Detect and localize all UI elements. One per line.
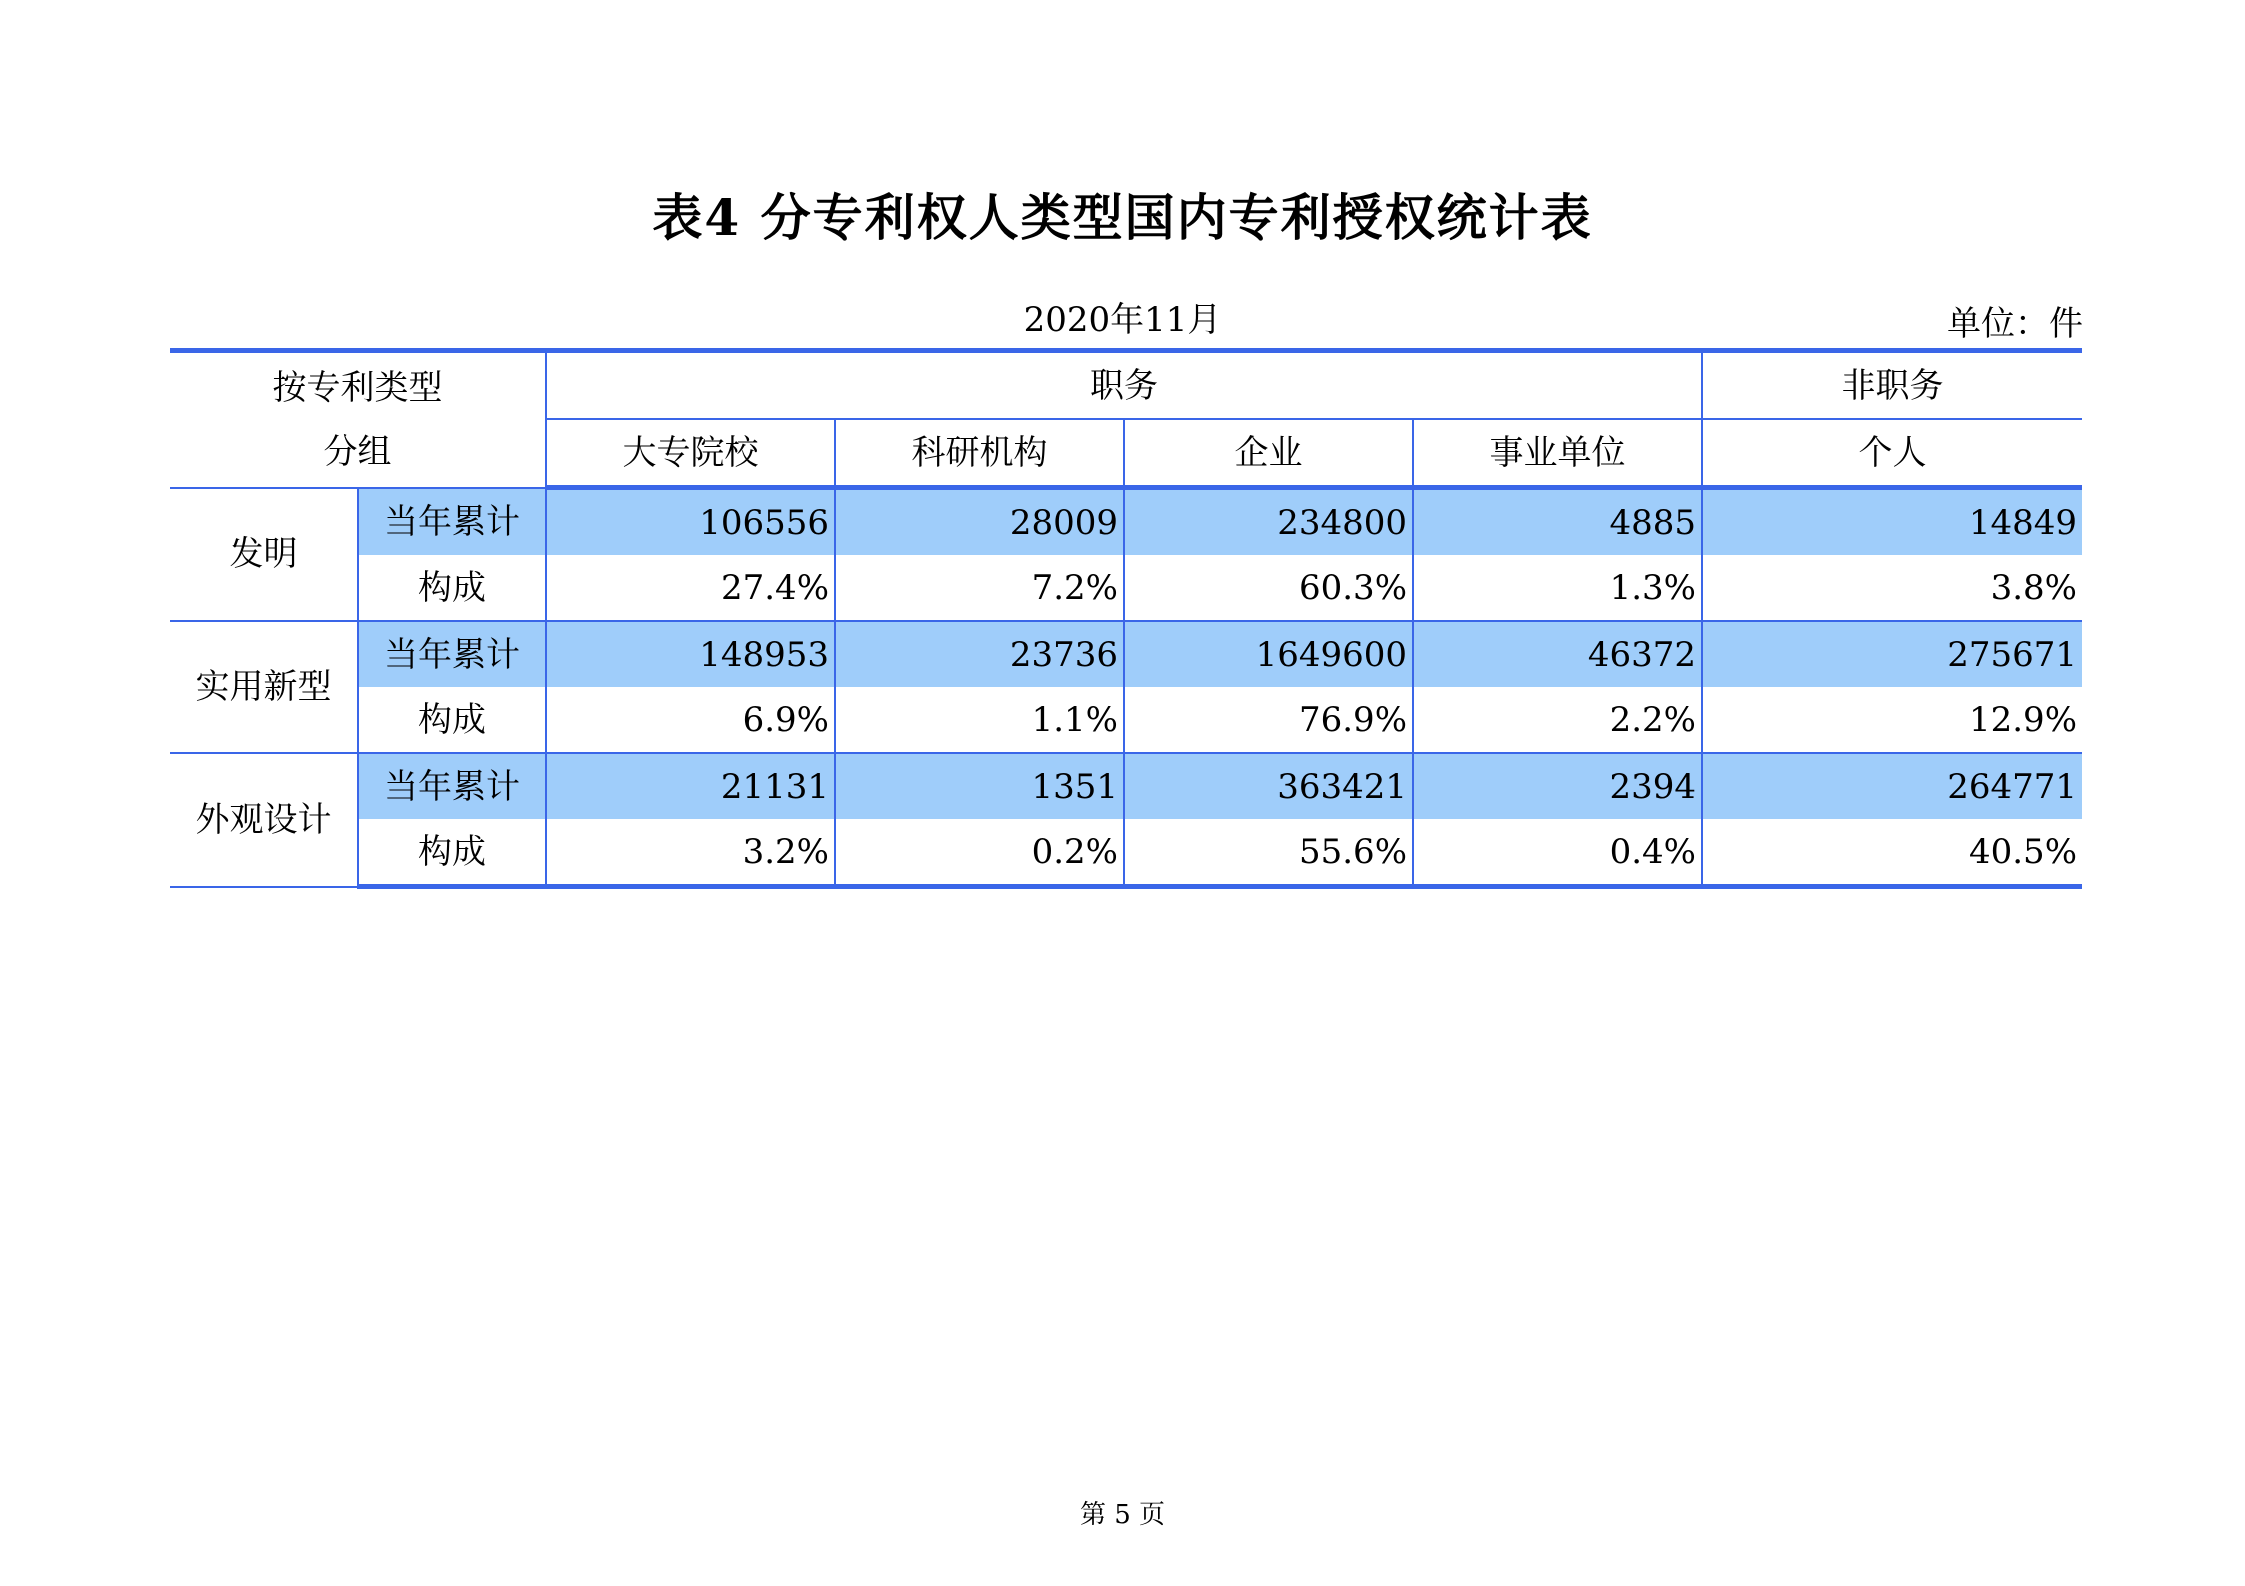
table-row — [170, 687, 2082, 753]
metric-label-composition: 构成 — [358, 819, 546, 887]
patent-statistics-table — [170, 348, 2082, 889]
cell-value: 1.1% — [835, 687, 1124, 753]
column-header-universities: 大专院校 — [546, 419, 835, 488]
unit-label: 单位：件 — [1947, 304, 2083, 344]
cell-value: 106556 — [546, 488, 835, 556]
category-design: 外观设计 — [170, 753, 358, 887]
cell-value: 148953 — [546, 621, 835, 687]
metric-label-cumulative: 当年累计 — [358, 488, 546, 556]
cell-value: 2394 — [1413, 753, 1702, 819]
metric-label-composition: 构成 — [358, 687, 546, 753]
cell-value: 4885 — [1413, 488, 1702, 556]
cell-value: 234800 — [1124, 488, 1413, 556]
page-title: 表4 分专利权人类型国内专利授权统计表 — [652, 188, 1593, 247]
cell-value: 55.6% — [1124, 819, 1413, 887]
category-invention: 发明 — [170, 488, 358, 622]
report-date: 2020年11月 — [1023, 300, 1222, 340]
cell-value: 23736 — [835, 621, 1124, 687]
group-by-header — [170, 351, 546, 488]
cell-value: 60.3% — [1124, 555, 1413, 621]
duty-group-header: 职务 — [546, 351, 1702, 420]
table-row — [170, 488, 2082, 556]
cell-value: 6.9% — [546, 687, 835, 753]
group-by-header-line2: 分组 — [323, 431, 392, 472]
table-row — [170, 555, 2082, 621]
cell-value: 1649600 — [1124, 621, 1413, 687]
column-header-individuals: 个人 — [1702, 419, 2082, 488]
column-header-enterprises: 企业 — [1124, 419, 1413, 488]
cell-value: 76.9% — [1124, 687, 1413, 753]
table-row — [170, 621, 2082, 687]
metric-label-composition: 构成 — [358, 555, 546, 621]
cell-value: 28009 — [835, 488, 1124, 556]
table-row — [170, 819, 2082, 887]
cell-value: 3.8% — [1702, 555, 2082, 621]
cell-value: 46372 — [1413, 621, 1702, 687]
metric-label-cumulative: 当年累计 — [358, 753, 546, 819]
cell-value: 27.4% — [546, 555, 835, 621]
column-header-research-institutes: 科研机构 — [835, 419, 1124, 488]
cell-value: 3.2% — [546, 819, 835, 887]
metric-label-cumulative: 当年累计 — [358, 621, 546, 687]
cell-value: 12.9% — [1702, 687, 2082, 753]
cell-value: 363421 — [1124, 753, 1413, 819]
group-by-header-line1: 按专利类型 — [272, 367, 443, 408]
cell-value: 0.2% — [835, 819, 1124, 887]
cell-value: 1.3% — [1413, 555, 1702, 621]
cell-value: 2.2% — [1413, 687, 1702, 753]
cell-value: 21131 — [546, 753, 835, 819]
non-duty-group-header: 非职务 — [1702, 351, 2082, 420]
column-header-public-institutions: 事业单位 — [1413, 419, 1702, 488]
category-utility-model: 实用新型 — [170, 621, 358, 753]
cell-value: 40.5% — [1702, 819, 2082, 887]
cell-value: 275671 — [1702, 621, 2082, 687]
cell-value: 0.4% — [1413, 819, 1702, 887]
table-row — [170, 753, 2082, 819]
header-row-groups — [170, 351, 2082, 420]
cell-value: 7.2% — [835, 555, 1124, 621]
cell-value: 264771 — [1702, 753, 2082, 819]
cell-value: 14849 — [1702, 488, 2082, 556]
page-number: 第 5 页 — [1079, 1500, 1166, 1530]
cell-value: 1351 — [835, 753, 1124, 819]
